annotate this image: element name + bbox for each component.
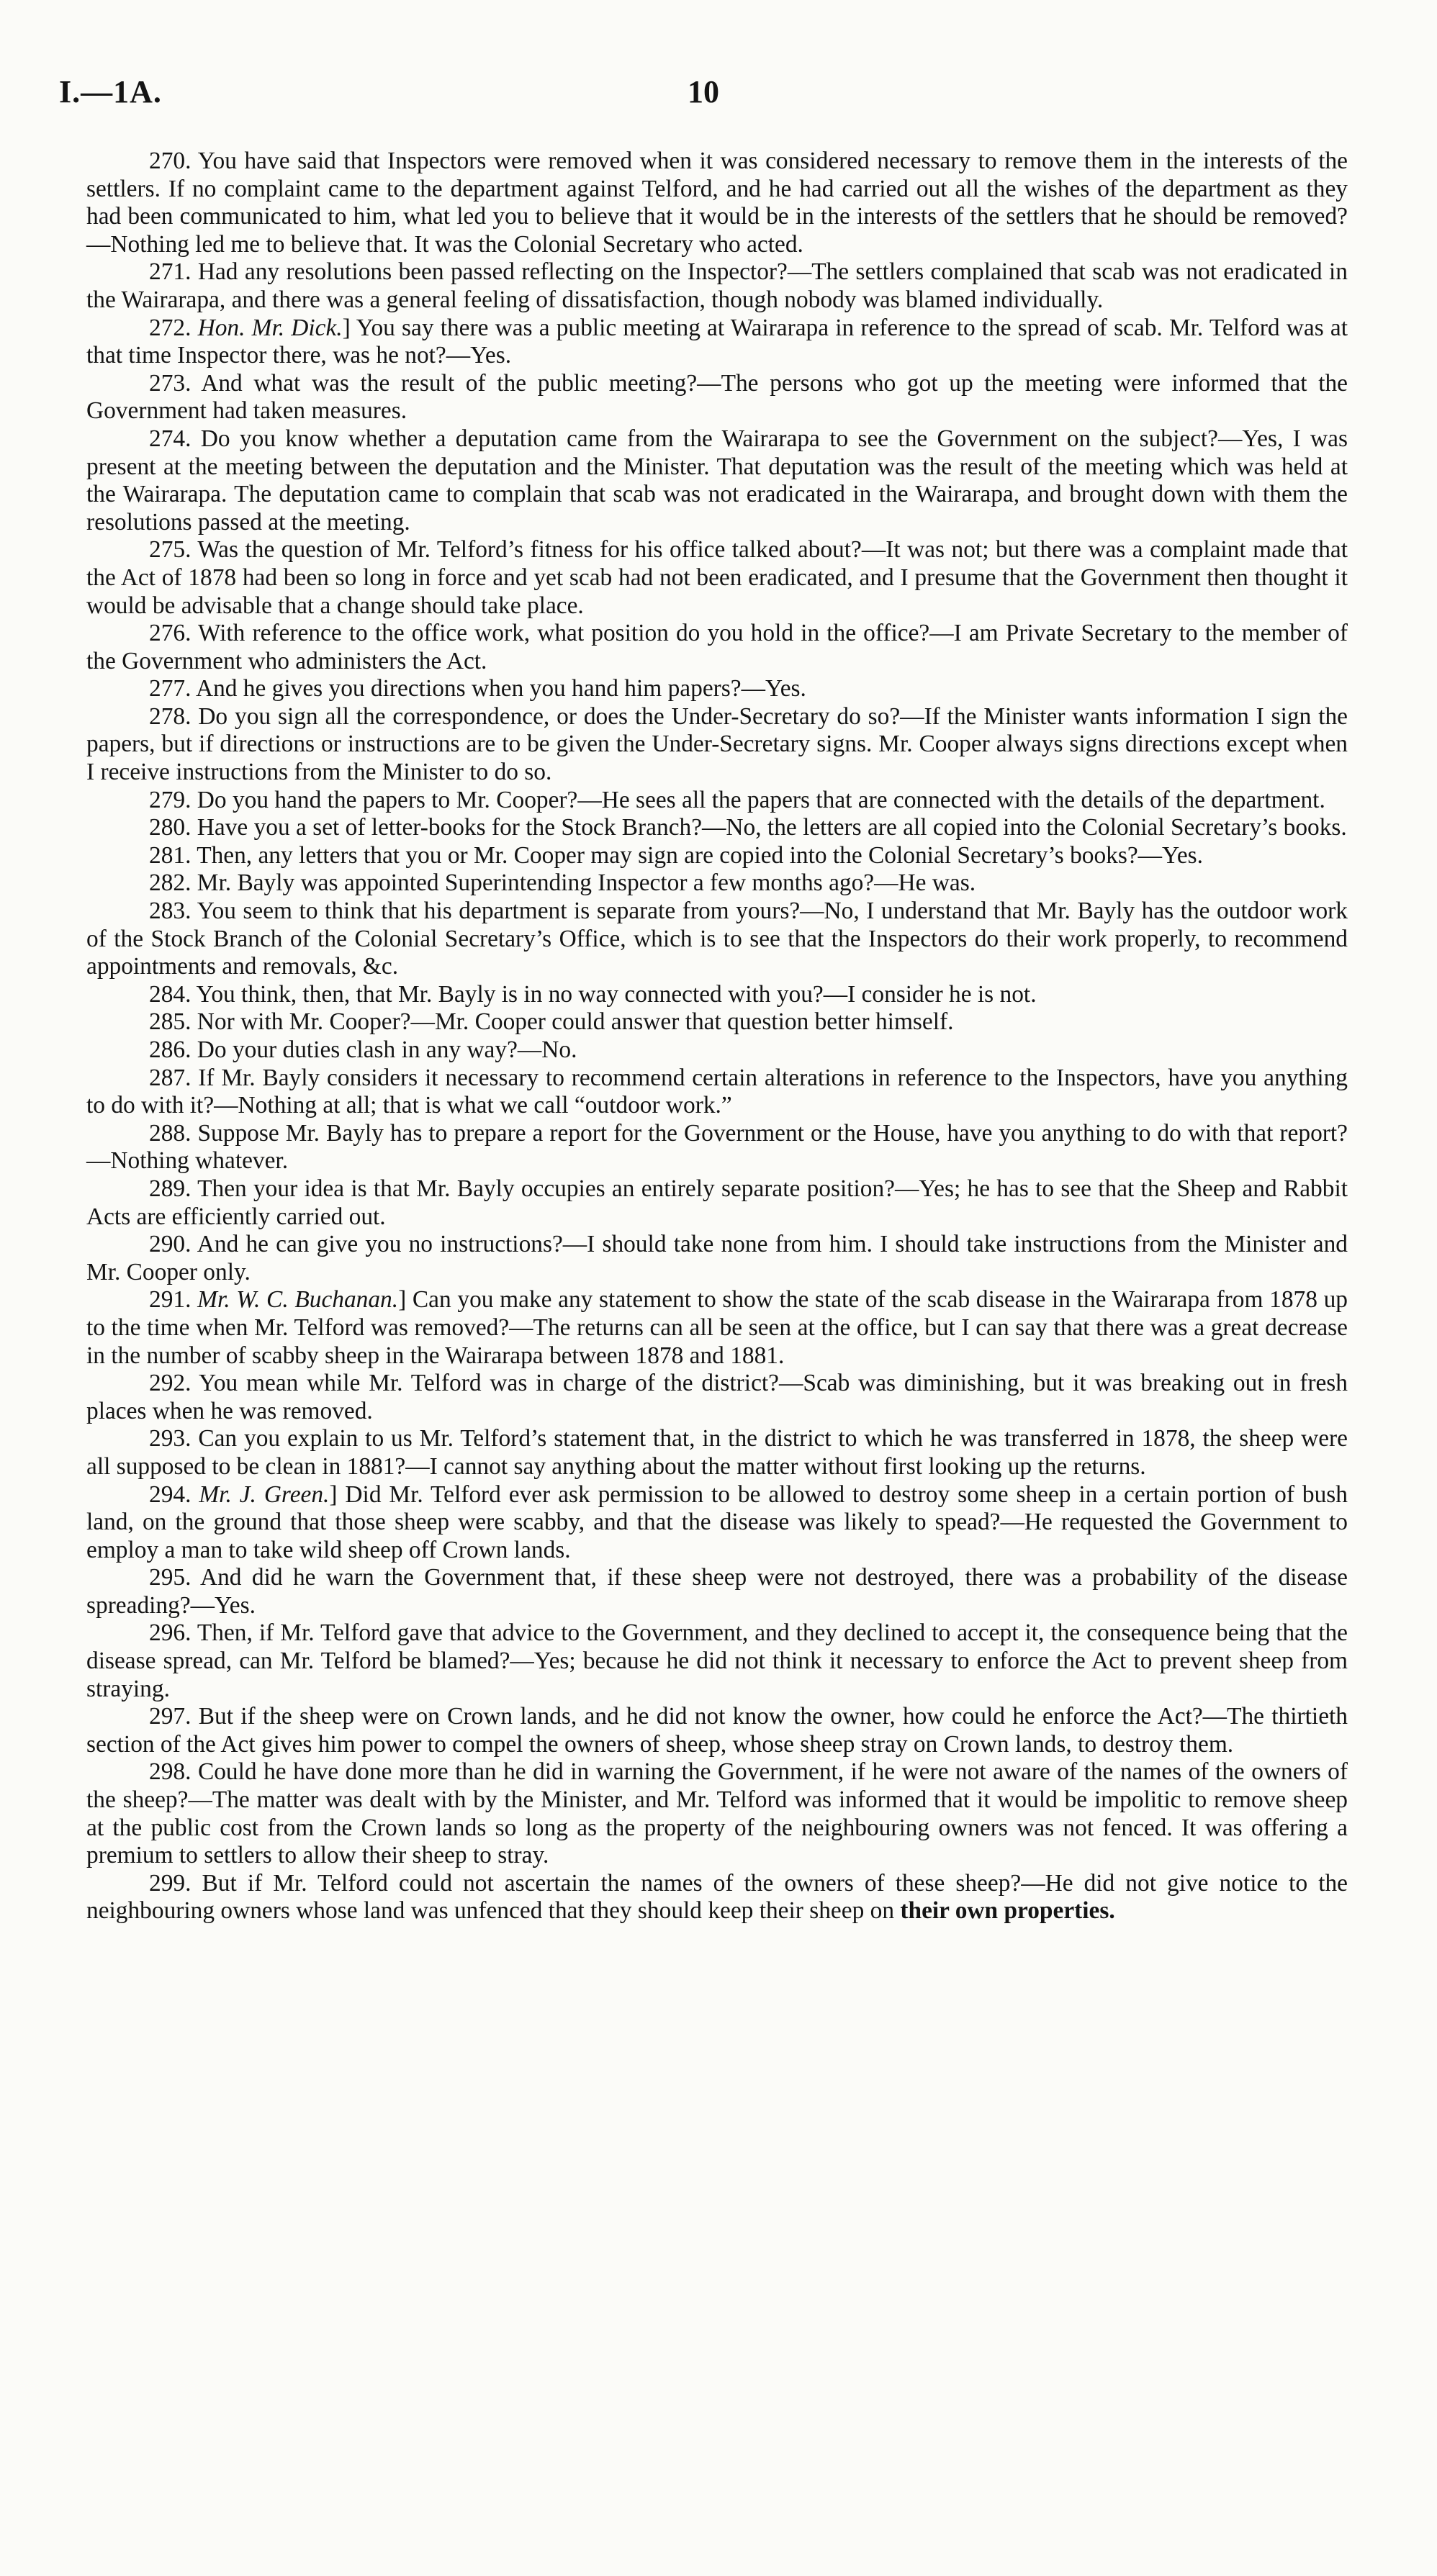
question-answer-text: Was the question of Mr. Telford’s fitness for his office talked about?—It was not; but there was a complaint made that the Act of 1878 had been so long in force and yet scab had not been eradicated, and I presume that the Government then thought it would be advisable that a change should take place. — [86, 536, 1348, 619]
question-answer-text: Suppose Mr. Bayly has to prepare a report for the Government or the House, have you anything to do with that report?—Nothing whatever. — [86, 1119, 1348, 1175]
evidence-paragraph — [86, 814, 1348, 842]
question-answer-text: Do you hand the papers to Mr. Cooper?—He sees all the papers that are connected with the details of the department. — [197, 786, 1325, 813]
question-number: 287. — [149, 1064, 192, 1091]
closing-text: their own properties. — [900, 1897, 1115, 1925]
question-answer-text: You say there was a public meeting at Wairarapa in reference to the spread of scab. Mr. Telford was at that time Inspector there, was he not?—Yes. — [86, 314, 1348, 369]
question-answer-text: You think, then, that Mr. Bayly is in no way connected with you?—I consider he is not. — [196, 980, 1037, 1008]
evidence-paragraph — [86, 536, 1348, 620]
evidence-paragraph — [86, 1425, 1348, 1481]
question-answer-text: Nor with Mr. Cooper?—Mr. Cooper could answer that question better himself. — [197, 1008, 954, 1036]
question-number: 280. — [149, 814, 192, 841]
evidence-paragraph — [86, 620, 1348, 675]
question-number: 293. — [149, 1425, 192, 1452]
question-number: 277. — [149, 675, 192, 702]
evidence-paragraph — [86, 1175, 1348, 1231]
question-number: 299. — [149, 1869, 192, 1897]
evidence-paragraph: 291. Mr. W. C. Buchanan.] Can you make any statement to show the state of the scab disease in the Wairarapa from 1878 up to the time when Mr. Telford was removed?—The returns can all be seen at the office, but I can say that there was a great decrease in the number of scabby sheep in the Wairarapa between 1878 and 1881. — [86, 1286, 1348, 1369]
question-number: 279. — [149, 786, 192, 813]
question-answer-text: Then your idea is that Mr. Bayly occupies an entirely separate position?—Yes; he has to see that the Sheep and Rabbit Acts are efficiently carried out. — [86, 1175, 1348, 1230]
evidence-paragraph — [86, 370, 1348, 425]
evidence-paragraph — [86, 675, 1348, 703]
question-number: 292. — [149, 1370, 192, 1397]
evidence-paragraph — [86, 1619, 1348, 1703]
speaker-name: Hon. Mr. Dick. — [197, 314, 343, 341]
question-number: 283. — [149, 898, 192, 925]
question-number: 296. — [149, 1619, 192, 1647]
evidence-paragraph — [86, 703, 1348, 787]
question-number: 286. — [149, 1036, 192, 1063]
speaker-name: Mr. W. C. Buchanan. — [197, 1286, 399, 1314]
question-answer-text: You mean while Mr. Telford was in charge of the district?—Scab was diminishing, but it was breaking out in fresh places when he was removed. — [86, 1370, 1348, 1424]
evidence-paragraph — [86, 787, 1348, 815]
question-answer-text: You seem to think that his department is separate from yours?—No, I understand that Mr. Bayly has the outdoor work of the Stock Branch of the Colonial Secretary’s Office, which is to see that the Inspectors do their work properly, to recommend appointments and removals, &c. — [86, 898, 1348, 980]
question-number: 297. — [149, 1703, 192, 1730]
question-answer-text: You have said that Inspectors were removed when it was considered necessary to remove them in the interests of the settlers. If no complaint came to the department against Telford, and he had carried out all the wishes of the department as they had been communicated to him, what led you to believe that it would be in the interests of the settlers that he should be removed?—Nothing led me to believe that. It was the Colonial Secretary who acted. — [86, 148, 1348, 258]
question-number: 271. — [149, 258, 192, 286]
question-number: 274. — [149, 425, 192, 452]
question-answer-text: Can you make any statement to show the state of the scab disease in the Wairarapa from 1878 up to the time when Mr. Telford was removed?—The returns can all be seen at the office, but I can say that there was a great decrease in the number of scabby sheep in the Wairarapa between 1878 and 1881. — [86, 1286, 1348, 1369]
page-number: 10 — [688, 74, 719, 109]
question-answer-text: But if Mr. Telford could not ascertain the names of the owners of these sheep?—He did not give notice to the neighbouring owners whose land was unfenced that they should keep their sheep on — [86, 1869, 1348, 1925]
evidence-paragraph — [86, 1231, 1348, 1286]
evidence-paragraph — [86, 1370, 1348, 1425]
question-answer-text: Then, any letters that you or Mr. Cooper may sign are copied into the Colonial Secretary’s books?—Yes. — [197, 841, 1203, 869]
evidence-paragraph — [86, 898, 1348, 981]
evidence-paragraph — [86, 869, 1348, 898]
question-answer-text: But if the sheep were on Crown lands, and he did not know the owner, how could he enforce the Act?—The thirtieth section of the Act gives him power to compel the owners of sheep, whose sheep stray on Crown lands, to destroy them. — [86, 1703, 1348, 1758]
question-number: 295. — [149, 1564, 192, 1591]
question-number: 273. — [149, 369, 192, 397]
question-answer-text: Do you know whether a deputation came from the Wairarapa to see the Government on the subject?—Yes, I was present at the meeting between the deputation and the Minister. That deputation was the result of the meeting which was held at the Wairarapa. The deputation came to complain that scab was not eradicated in the Wairarapa, and brought down with them the resolutions passed at the meeting. — [86, 425, 1348, 535]
question-number: 298. — [149, 1758, 192, 1786]
question-number: 288. — [149, 1119, 192, 1147]
speaker-name: Mr. J. Green. — [199, 1481, 330, 1508]
question-answer-text: Can you explain to us Mr. Telford’s statement that, in the district to which he was transferred in 1878, the sheep were all supposed to be clean in 1881?—I cannot say anything about the matter without first looking up the returns. — [86, 1425, 1348, 1480]
evidence-paragraph — [86, 981, 1348, 1009]
page-header — [59, 73, 1348, 124]
question-answer-text: Did Mr. Telford ever ask permission to be allowed to destroy some sheep in a certain portion of bush land, on the ground that those sheep were scabby, and that the disease was likely to spead?—He requested the Government to employ a man to take wild sheep off Crown lands. — [86, 1481, 1348, 1563]
question-answer-text: Mr. Bayly was appointed Superintending Inspector a few months ago?—He was. — [197, 869, 976, 897]
question-number: 291. — [149, 1286, 192, 1314]
question-number: 289. — [149, 1175, 192, 1202]
question-answer-text: Have you a set of letter-books for the Stock Branch?—No, the letters are all copied into the Colonial Secretary’s books. — [197, 814, 1347, 841]
question-number: 294. — [149, 1481, 192, 1508]
question-number: 285. — [149, 1008, 192, 1036]
question-answer-text: If Mr. Bayly considers it necessary to recommend certain alterations in reference to the Inspectors, have you anything to do with it?—Nothing at all; that is what we call “outdoor work.” — [86, 1064, 1348, 1119]
evidence-paragraph — [86, 258, 1348, 314]
evidence-paragraph — [86, 1065, 1348, 1120]
document-reference: I.—1A. — [59, 74, 162, 109]
question-number: 278. — [149, 702, 192, 730]
question-number: 290. — [149, 1231, 192, 1258]
evidence-paragraph — [86, 425, 1348, 536]
evidence-body — [86, 148, 1348, 1925]
question-number: 270. — [149, 148, 192, 174]
question-answer-text: Then, if Mr. Telford gave that advice to the Government, and they declined to accept it, the consequence being that the disease spread, can Mr. Telford be blamed?—Yes; because he did not think it necessary to enforce the Act to prevent sheep from straying. — [86, 1619, 1348, 1702]
question-answer-text: And did he warn the Government that, if these sheep were not destroyed, there was a probability of the disease spreading?—Yes. — [86, 1564, 1348, 1619]
question-number: 281. — [149, 841, 192, 869]
evidence-paragraph — [86, 148, 1348, 258]
question-answer-text: Had any resolutions been passed reflecting on the Inspector?—The settlers complained that scab was not eradicated in the Wairarapa, and there was a general feeling of dissatisfaction, though nobody was blamed individually. — [86, 258, 1348, 313]
evidence-paragraph — [86, 842, 1348, 870]
evidence-paragraph — [86, 1758, 1348, 1869]
question-answer-text: Could he have done more than he did in warning the Government, if he were not aware of the names of the owners of the sheep?—The matter was dealt with by the Minister, and Mr. Telford was informed that it would be impolitic to remove sheep at the public cost from the Crown lands so long as the property of the neighbouring owners was not fenced. It was offering a premium to settlers to allow their sheep to stray. — [86, 1758, 1348, 1869]
question-number: 275. — [149, 536, 192, 564]
evidence-paragraph — [86, 1870, 1348, 1925]
question-answer-text: And what was the result of the public meeting?—The persons who got up the meeting were informed that the Government had taken measures. — [86, 369, 1348, 425]
question-answer-text: With reference to the office work, what position do you hold in the office?—I am Private Secretary to the member of the Government who administers the Act. — [86, 620, 1348, 674]
evidence-paragraph — [86, 1036, 1348, 1065]
question-answer-text: And he gives you directions when you hand him papers?—Yes. — [195, 675, 806, 702]
evidence-paragraph: 294. Mr. J. Green.] Did Mr. Telford ever ask permission to be allowed to destroy some sheep in a certain portion of bush land, on the ground that those sheep were scabby, and that the disease was likely to spead?—He requested the Government to employ a man to take wild sheep off Crown lands. — [86, 1481, 1348, 1563]
question-answer-text: Do your duties clash in any way?—No. — [197, 1036, 577, 1063]
evidence-paragraph: 272. Hon. Mr. Dick.] You say there was a public meeting at Wairarapa in reference to the spread of scab. Mr. Telford was at that time Inspector there, was he not?—Yes. — [86, 314, 1348, 369]
evidence-paragraph — [86, 1564, 1348, 1619]
question-answer-text: Do you sign all the correspondence, or does the Under-Secretary do so?—If the Minister wants information I sign the papers, but if directions or instructions are to be given the Under-Secretary signs. Mr. Cooper always signs directions except when I receive instructions from the Minister to do so. — [86, 702, 1348, 786]
evidence-paragraph — [86, 1120, 1348, 1175]
question-number: 284. — [149, 980, 192, 1008]
question-number: 276. — [149, 620, 192, 647]
question-answer-text: And he can give you no instructions?—I should take none from him. I should take instructions from the Minister and Mr. Cooper only. — [86, 1231, 1348, 1285]
question-number: 282. — [149, 869, 192, 897]
evidence-paragraph — [86, 1703, 1348, 1758]
question-number: 272. — [149, 314, 192, 341]
evidence-paragraph — [86, 1008, 1348, 1036]
